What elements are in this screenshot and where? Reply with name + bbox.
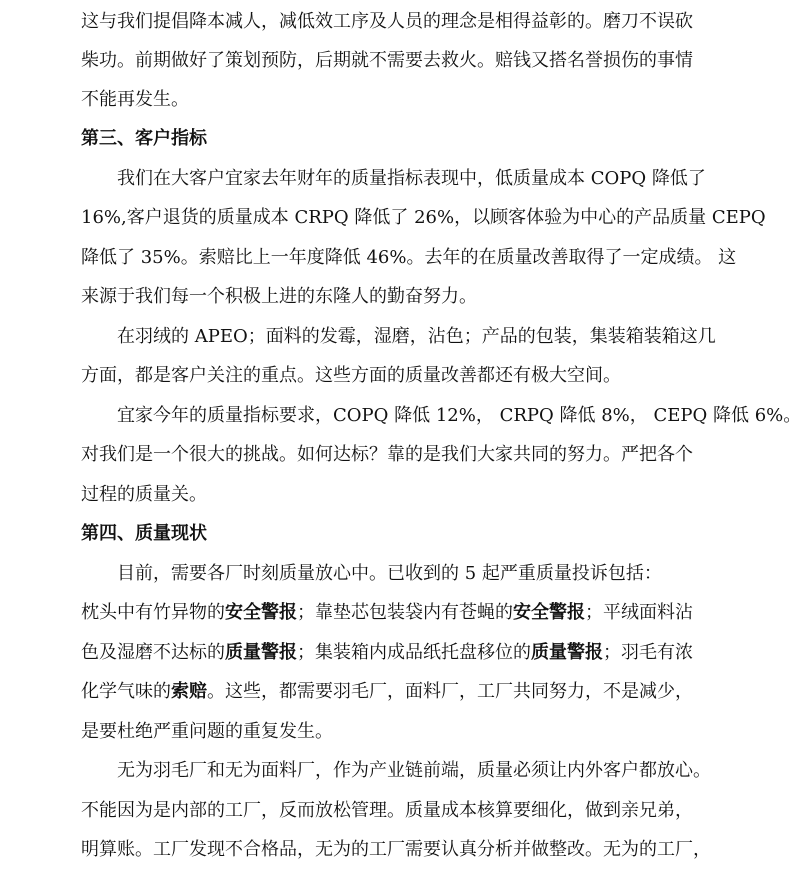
paragraph-line: 在羽绒的 APEO；面料的发霉，湿磨，沾色；产品的包装，集装箱装箱这几: [117, 326, 716, 347]
quality-alert-emphasis: 质量警报: [225, 642, 297, 663]
paragraph-line: 宜家今年的质量指标要求，COPQ 降低 12%， CRPQ 降低 8%， CEPQ 降低 6%。: [117, 405, 801, 426]
paragraph-line: 来源于我们每一个积极上进的东隆人的勤奋努力。: [81, 286, 477, 307]
safety-alert-emphasis: 安全警报: [225, 602, 297, 623]
text-run: ；平绒面料沾: [585, 602, 693, 623]
paragraph-line: 对我们是一个很大的挑战。如何达标？靠的是我们大家共同的努力。严把各个: [81, 444, 693, 465]
paragraph-line: 目前，需要各厂时刻质量放心中。已收到的 5 起严重质量投诉包括：: [117, 563, 662, 584]
paragraph-line: 明算账。工厂发现不合格品，无为的工厂需要认真分析并做整改。无为的工厂，: [81, 839, 711, 860]
text-run: 化学气味的: [81, 681, 171, 702]
text-run: ；羽毛有浓: [603, 642, 693, 663]
safety-alert-emphasis: 安全警报: [513, 602, 585, 623]
claim-emphasis: 索赔: [171, 681, 207, 702]
text-run: 色及湿磨不达标的: [81, 642, 225, 663]
text-run: 。这些，都需要羽毛厂，面料厂，工厂共同努力，不是减少，: [207, 681, 693, 702]
paragraph-line: 降低了 35%。索赔比上一年度降低 46%。去年的在质量改善取得了一定成绩。 这: [81, 247, 737, 268]
quality-alert-emphasis: 质量警报: [531, 642, 603, 663]
paragraph-line: 不能因为是内部的工厂，反而放松管理。质量成本核算要细化，做到亲兄弟，: [81, 800, 693, 821]
text-run: ；集装箱内成品纸托盘移位的: [297, 642, 531, 663]
section-heading-customer-metrics: 第三、客户指标: [81, 128, 207, 149]
paragraph-line: [81, 680, 699, 704]
text-run: 枕头中有竹异物的: [81, 602, 225, 623]
paragraph-line: 方面，都是客户关注的重点。这些方面的质量改善都还有极大空间。: [81, 365, 621, 386]
paragraph-line: 是要杜绝严重问题的重复发生。: [81, 721, 333, 742]
paragraph-line: 柴功。前期做好了策划预防，后期就不需要去救火。赔钱又搭名誉损伤的事情: [81, 50, 693, 71]
paragraph-line: 这与我们提倡降本减人，减低效工序及人员的理念是相得益彰的。磨刀不误砍: [81, 11, 693, 32]
paragraph-line: 16%,客户退货的质量成本 CRPQ 降低了 26%，以顾客体验为中心的产品质量 CEPQ: [81, 207, 766, 228]
paragraph-line: 我们在大客户宜家去年财年的质量指标表现中，低质量成本 COPQ 降低了: [117, 168, 706, 189]
paragraph-line: 无为羽毛厂和无为面料厂，作为产业链前端，质量必须让内外客户都放心。: [117, 760, 711, 781]
section-heading-quality-status: 第四、质量现状: [81, 523, 207, 544]
paragraph-line: 不能再发生。: [81, 89, 189, 110]
paragraph-line: [81, 641, 699, 665]
text-run: ；靠垫芯包装袋内有苍蝇的: [297, 602, 513, 623]
paragraph-line: 过程的质量关。: [81, 484, 207, 505]
paragraph-line: [81, 601, 699, 625]
